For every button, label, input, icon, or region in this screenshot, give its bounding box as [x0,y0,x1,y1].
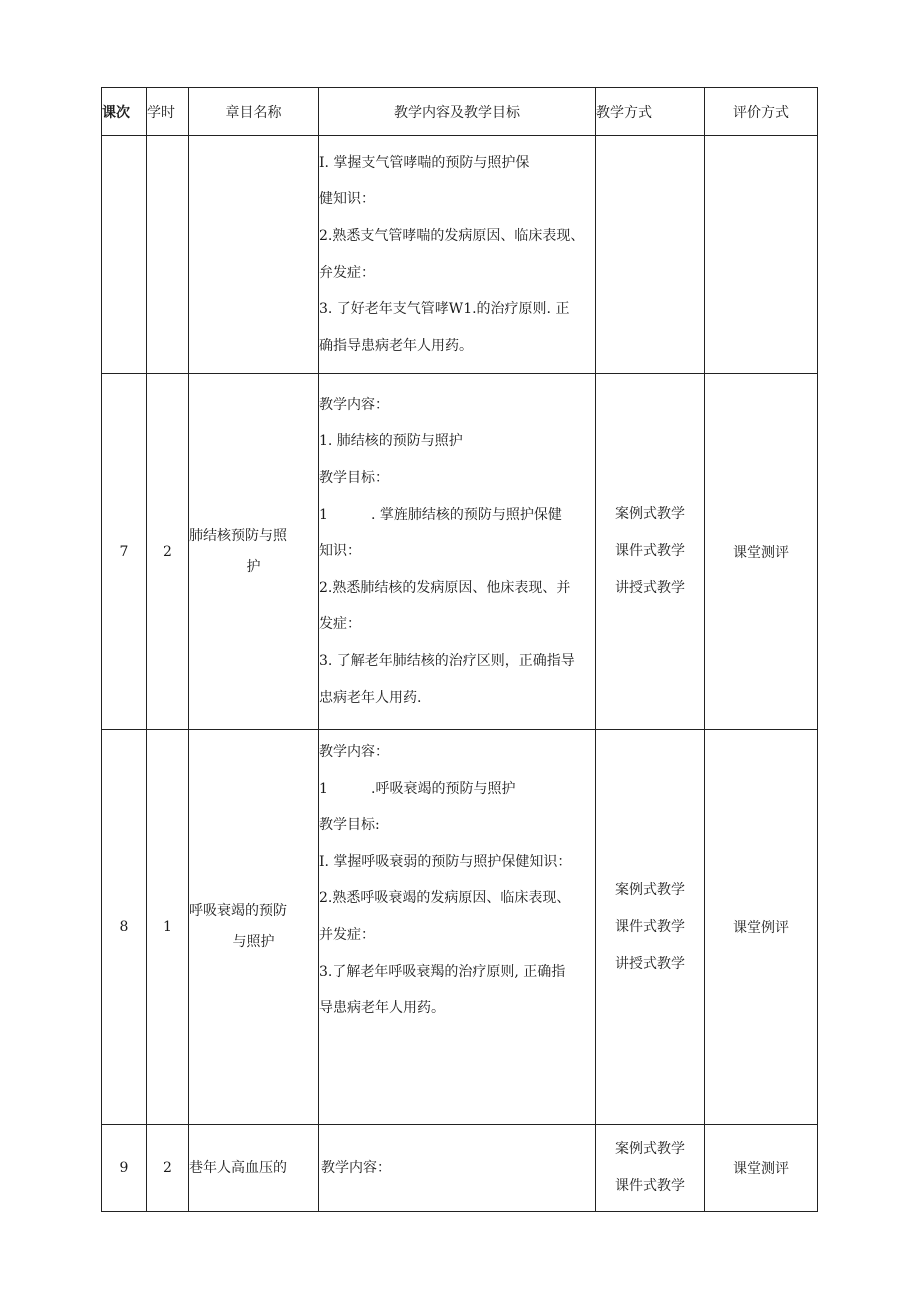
table-row [102,730,818,1125]
method-item: 案例式教学 [615,881,685,898]
chapter-line: 巷年人高血压的 [189,1159,287,1176]
content-line: 教学内容： [319,744,389,760]
chapter-cell [189,730,319,1125]
header-lesson: 课次 [102,88,147,136]
content-line: 发症： [319,616,361,633]
content-cell [319,374,596,730]
chapter-line: 呼吸衰竭的预防 [189,903,287,919]
method-cell [596,730,705,1125]
content-line: 3.了解老年呼吸衰羯的治疗原则, 正确指 [319,963,566,980]
chapter-cell [189,374,319,730]
header-hours: 学时 [147,88,189,136]
content-line: 导患病老年人用药。 [319,1000,445,1017]
method-item: 讲授式教学 [615,955,685,972]
table-header-row [102,88,818,136]
method-item: 案例式教学 [615,506,685,522]
content-line: 并发症： [319,926,375,943]
chapter-cell [189,136,319,374]
table-row [102,374,818,730]
header-method: 教学方式 [596,88,705,136]
evaluation-cell: 课堂测评 [705,1125,818,1212]
item-number: 1 [319,780,328,797]
hours-cell: 2 [147,374,189,730]
hours-cell [147,136,189,374]
content-cell [319,1125,596,1212]
lesson-cell: 8 [102,730,147,1125]
content-line: 弁发症： [319,264,375,281]
content-cell [319,730,596,1125]
content-cell [319,136,596,374]
content-line [319,497,595,534]
method-item: 案例式教学 [615,1141,685,1157]
content-line [319,771,595,808]
table-row [102,136,818,374]
content-line: I. 掌握呼吸衰弱的预防与照护保健知识： [319,853,572,870]
header-content: 教学内容及教学目标 [319,88,596,136]
method-item: 课件式教学 [615,918,685,935]
content-line: I. 掌握支气管哮喘的预防与照护保 [319,154,530,171]
header-chapter: 章目名称 [189,88,319,136]
item-text: .呼吸衰竭的预防与照护 [371,780,516,797]
item-number: 1 [319,506,328,523]
header-evaluation: 评价方式 [705,88,818,136]
content-line: 教学目标： [319,470,389,487]
method-cell [596,374,705,730]
content-line: 健知识： [319,191,375,208]
chapter-line: 与照护 [232,934,275,950]
method-item: 课件式教学 [615,1178,685,1194]
hours-cell: 2 [147,1125,189,1212]
course-schedule-table [101,87,818,1212]
method-cell [596,1125,705,1212]
content-line: 教学内容： [319,396,389,413]
content-line: 2.熟悉支气管哮喘的发病原因、临床表现、 [319,227,585,244]
item-text: . 掌旌肺结核的预防与照护保健 [371,506,562,523]
chapter-line: 肺结核预防与照 [189,527,287,544]
content-line: 2.熟悉呼吸衰竭的发病原因、临床表现、 [319,890,571,907]
chapter-cell [189,1125,319,1212]
hours-cell: 1 [147,730,189,1125]
lesson-cell: 7 [102,374,147,730]
lesson-cell [102,136,147,374]
content-line: 知识： [319,543,361,560]
evaluation-cell [705,136,818,374]
content-line: 教学目标: [319,817,380,834]
lesson-cell: 9 [102,1125,147,1212]
evaluation-cell: 课堂例评 [705,730,818,1125]
evaluation-cell: 课堂测评 [705,374,818,730]
content-line: 忠病老年人用药. [319,689,422,706]
content-line: 1. 肺结核的预防与照护 [319,433,463,450]
method-item: 课件式教学 [615,543,685,559]
content-line: 2.熟悉肺结核的发病原因、他床表现、并 [319,579,571,596]
method-cell [596,136,705,374]
table-row [102,1125,818,1212]
content-line: 确指导患病老年人用药。 [319,337,473,354]
content-line: 教学内容： [321,1159,391,1176]
method-item: 讲授式教学 [615,580,685,596]
content-line: 3. 了好老年支气管哮W1.的治疗原则. 正 [319,301,570,318]
chapter-line: 护 [246,558,261,575]
content-line: 3. 了解老年肺结核的治疗区则，正确指导 [319,652,575,669]
